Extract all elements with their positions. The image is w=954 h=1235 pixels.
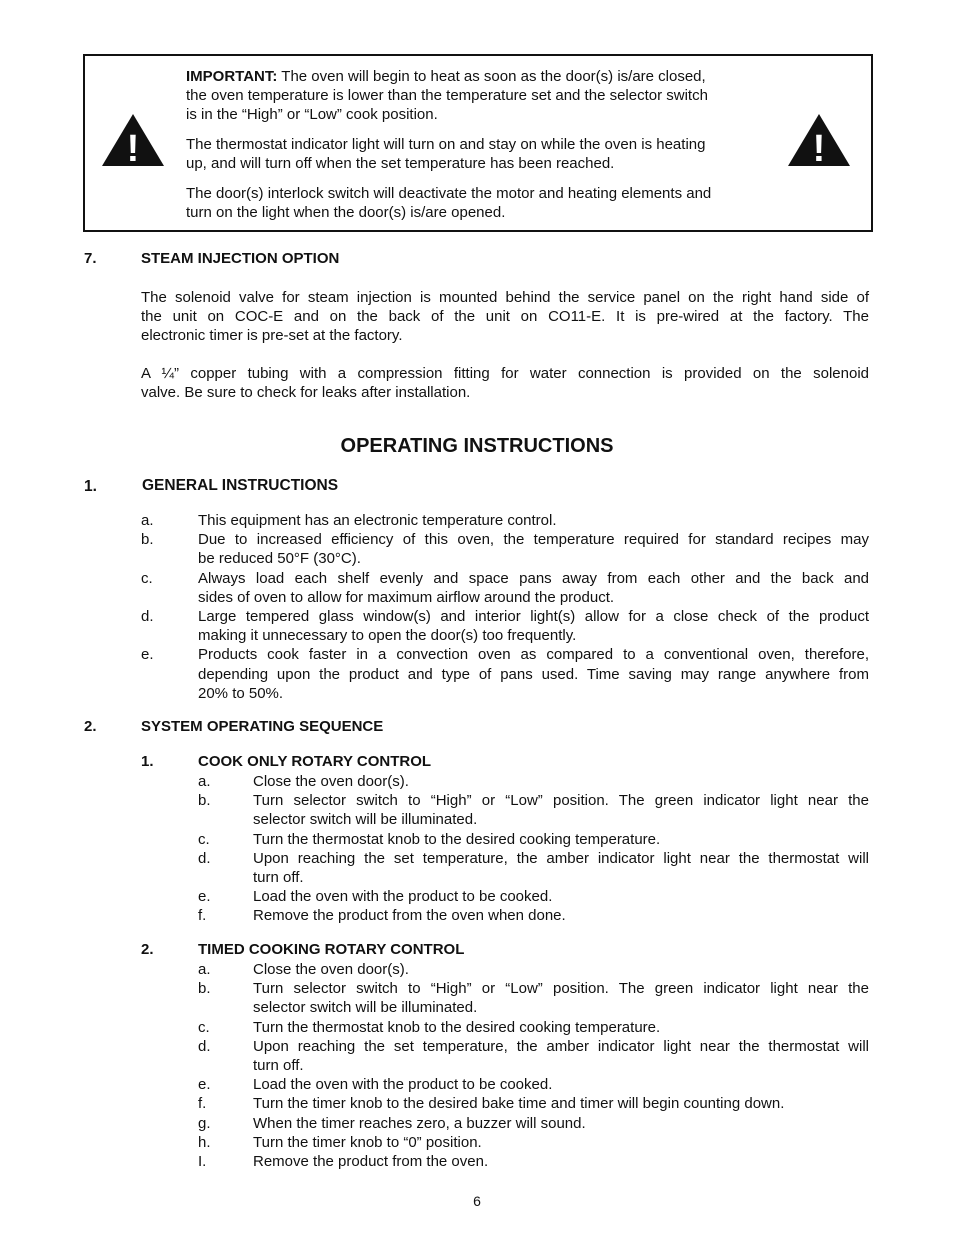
warning-p3-line1: The door(s) interlock switch will deactivate the motor and heating elements and xyxy=(186,185,712,202)
list-item-line: Due to increased efficiency of this oven, the temperature required for standard recipes may xyxy=(198,531,869,549)
list-item-line: Upon reaching the set temperature, the amber indicator light near the thermostat will xyxy=(253,849,869,867)
section7-number: 7. xyxy=(84,250,97,267)
list-item-line: Turn the thermostat knob to the desired cooking temperature. xyxy=(253,1018,661,1036)
list-item-letter: d. xyxy=(198,849,211,867)
list-item-line: Products cook faster in a convection oven as compared to a conventional oven, therefore, xyxy=(198,646,869,664)
warning-p1-line1 xyxy=(186,67,706,86)
sub2-number: 2. xyxy=(141,941,154,958)
warning-icon-glyph: ! xyxy=(812,128,826,168)
list-item-letter: e. xyxy=(141,646,154,664)
list-item-line: Turn the timer knob to the desired bake time and timer will begin counting down. xyxy=(253,1095,785,1113)
list-item-line: Close the oven door(s). xyxy=(253,961,409,978)
list-item-letter: c. xyxy=(198,1018,210,1036)
general-title: GENERAL INSTRUCTIONS xyxy=(142,477,339,494)
general-number: 1. xyxy=(84,478,97,495)
list-item-line: making it unnecessary to open the door(s) too frequently. xyxy=(198,627,577,645)
list-item-line: When the timer reaches zero, a buzzer will sound. xyxy=(253,1114,586,1132)
sub1-title: COOK ONLY ROTARY CONTROL xyxy=(198,753,432,770)
list-item-letter: b. xyxy=(198,792,211,810)
list-item-line: sides of oven to allow for maximum airflow around the product. xyxy=(198,588,615,606)
warning-p1-line2: the oven temperature is lower than the temperature set and the selector switch xyxy=(186,87,708,104)
list-item-line: turn off. xyxy=(253,1057,304,1074)
list-item-line: selector switch will be illuminated. xyxy=(253,999,478,1017)
system-number: 2. xyxy=(84,718,97,735)
warning-icon-glyph: ! xyxy=(126,128,140,168)
section7-para2-line2: valve. Be sure to check for leaks after installation. xyxy=(141,384,471,401)
list-item-line: Upon reaching the set temperature, the amber indicator light near the thermostat will xyxy=(253,1037,869,1055)
warning-triangle-icon xyxy=(100,112,166,168)
list-item-line: depending upon the product and type of pans used. Time saving may range anywhere from xyxy=(198,665,869,683)
sub2-title: TIMED COOKING ROTARY CONTROL xyxy=(198,941,465,958)
list-item-letter: h. xyxy=(198,1133,211,1151)
warning-p3-line2: turn on the light when the door(s) is/are opened. xyxy=(186,204,506,221)
warning-p2-line2: up, and will turn off when the set temperature has been reached. xyxy=(186,155,615,172)
list-item-letter: d. xyxy=(141,608,154,625)
list-item-line: Turn selector switch to “High” or “Low” position. The green indicator light near the xyxy=(253,792,869,810)
list-item-letter: d. xyxy=(198,1037,211,1055)
section7-para2-line1: A ¼” copper tubing with a compression fitting for water connection is provided on the solenoid xyxy=(141,365,869,382)
list-item-line: Load the oven with the product to be cooked. xyxy=(253,1076,553,1094)
list-item-line: 20% to 50%. xyxy=(198,684,284,702)
warning-p2-line1: The thermostat indicator light will turn on and stay on while the oven is heating xyxy=(186,136,706,153)
list-item-letter: g. xyxy=(198,1114,211,1132)
warning-p1-line3: is in the “High” or “Low” cook position. xyxy=(186,106,438,123)
sub1-number: 1. xyxy=(141,753,154,770)
system-title: SYSTEM OPERATING SEQUENCE xyxy=(141,718,384,735)
list-item-line: Large tempered glass window(s) and interior light(s) allow for a close check of the product xyxy=(198,608,869,625)
section7-para1-line1: The solenoid valve for steam injection is mounted behind the service panel on the right hand side of xyxy=(141,289,869,306)
list-item-letter: b. xyxy=(141,531,154,549)
list-item-letter: I. xyxy=(198,1153,207,1170)
list-item-letter: a. xyxy=(198,961,211,978)
list-item-line: Turn the thermostat knob to the desired cooking temperature. xyxy=(253,830,661,848)
section7-para1-line3: electronic timer is pre-set at the factory. xyxy=(141,327,403,344)
list-item-letter: b. xyxy=(198,980,211,998)
section7-para1-line2: the unit on COC-E and on the back of the unit on CO11-E. It is pre-wired at the factory. The xyxy=(141,308,869,325)
section7-title: STEAM INJECTION OPTION xyxy=(141,250,340,267)
list-item-line: Close the oven door(s). xyxy=(253,773,409,790)
list-item-letter: c. xyxy=(141,569,153,587)
warning-triangle-icon xyxy=(786,112,852,168)
page-number: 6 xyxy=(473,1193,481,1209)
list-item-line: Remove the product from the oven when done. xyxy=(253,907,566,925)
operating-instructions-title: OPERATING INSTRUCTIONS xyxy=(340,435,614,457)
list-item-line: selector switch will be illuminated. xyxy=(253,811,478,829)
list-item-letter: e. xyxy=(198,888,211,906)
list-item-line: Always load each shelf evenly and space pans away from each other and the back and xyxy=(198,569,869,587)
list-item-line: Turn selector switch to “High” or “Low” position. The green indicator light near the xyxy=(253,980,869,998)
list-item-line: be reduced 50°F (30°C). xyxy=(198,550,361,568)
list-item-line: turn off. xyxy=(253,869,304,886)
warning-p1-text: The oven will begin to heat as soon as the door(s) is/are closed, xyxy=(277,68,706,85)
list-item-letter: a. xyxy=(141,512,154,529)
list-item-letter: c. xyxy=(198,830,210,848)
list-item-letter: f. xyxy=(198,1095,207,1113)
list-item-letter: e. xyxy=(198,1076,211,1094)
list-item-line: Turn the timer knob to “0” position. xyxy=(253,1133,482,1151)
list-item-letter: f. xyxy=(198,907,207,925)
important-label: IMPORTANT: xyxy=(186,68,278,85)
list-item-line: This equipment has an electronic temperature control. xyxy=(198,512,557,529)
list-item-line: Load the oven with the product to be cooked. xyxy=(253,888,553,906)
list-item-letter: a. xyxy=(198,773,211,790)
list-item-line: Remove the product from the oven. xyxy=(253,1153,489,1170)
